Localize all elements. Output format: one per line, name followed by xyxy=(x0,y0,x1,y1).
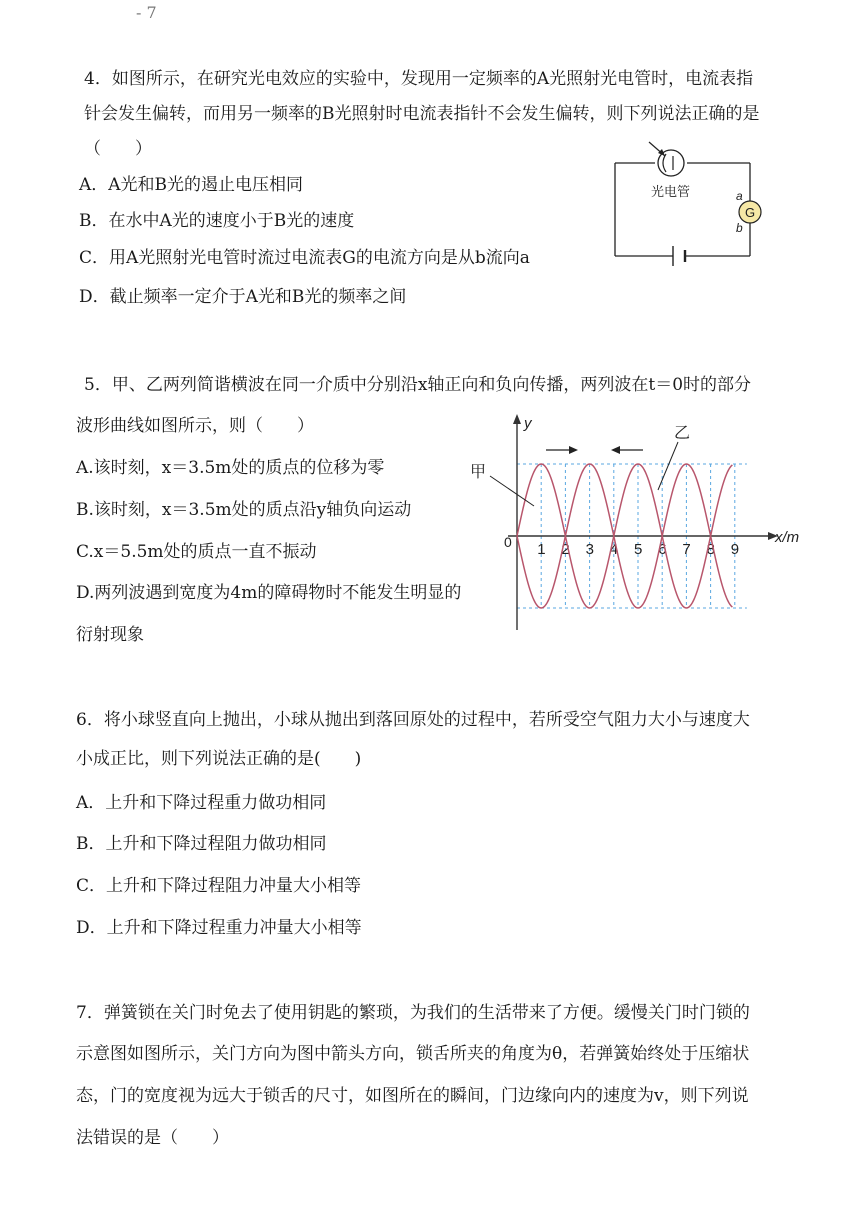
q4-stem-line-2: 针会发生偏转，而用另一频率的B光照射时电流表指针不会发生偏转，则下列说法正确的是 xyxy=(84,104,760,124)
q4-circuit-diagram xyxy=(605,138,775,278)
x-tick-label: 4 xyxy=(609,541,619,558)
x-tick-label: 2 xyxy=(561,541,570,558)
q5-option-d-line-1: D.两列波遇到宽度为4m的障碍物时不能发生明显的 xyxy=(76,583,462,603)
q7-stem-line-3: 态，门的宽度视为远大于锁舌的尺寸，如图所在的瞬间，门边缘向内的速度为v，则下列说 xyxy=(76,1086,749,1106)
terminal-b-label: b xyxy=(736,221,743,235)
q6-option-d: D．上升和下降过程重力冲量大小相等 xyxy=(76,918,362,938)
q7-stem-line-2: 示意图如图所示，关门方向为图中箭头方向，锁舌所夹的角度为θ，若弹簧始终处于压缩状 xyxy=(76,1044,750,1064)
terminal-a-label: a xyxy=(736,189,743,203)
q5-wave-graph xyxy=(468,410,813,635)
q4-answer-bracket: （ ） xyxy=(84,139,152,159)
q6-option-a: A．上升和下降过程重力做功相同 xyxy=(76,793,327,813)
x-tick-label: 9 xyxy=(730,541,740,558)
q4-option-c: C．用A光照射光电管时流过电流表G的电流方向是从b流向a xyxy=(79,248,530,268)
q4-option-b: B．在水中A光的速度小于B光的速度 xyxy=(79,211,355,231)
q4-option-d: D．截止频率一定介于A光和B光的频率之间 xyxy=(79,287,407,307)
x-tick-label: 7 xyxy=(682,541,691,558)
galvanometer-label: G xyxy=(745,205,756,220)
x-tick-label: 1 xyxy=(537,541,546,558)
q5-stem-line-1: 5．甲、乙两列简谐横波在同一介质中分别沿x轴正向和负向传播，两列波在t＝0时的部分 xyxy=(84,375,752,395)
q7-stem-line-4: 法错误的是（ ） xyxy=(76,1128,229,1148)
q7-stem-line-1: 7．弹簧锁在关门时免去了使用钥匙的繁琐，为我们的生活带来了方便。缓慢关门时门锁的 xyxy=(76,1003,750,1023)
q6-stem-line-2: 小成正比，则下列说法正确的是( ) xyxy=(76,749,362,769)
q5-stem-line-2: 波形曲线如图所示，则（ ） xyxy=(76,416,314,436)
q4-stem-line-1: 4．如图所示，在研究光电效应的实验中，发现用一定频率的A光照射光电管时，电流表指 xyxy=(84,69,754,89)
header-mark: - 7 xyxy=(136,3,157,22)
q6-option-c: C．上升和下降过程阻力冲量大小相等 xyxy=(76,876,362,896)
y-axis-label: y xyxy=(524,415,532,432)
q5-option-b: B.该时刻，x＝3.5m处的质点沿y轴负向运动 xyxy=(76,500,412,520)
wave-yi-label: 乙 xyxy=(674,425,691,442)
q5-option-d-line-2: 衍射现象 xyxy=(76,625,144,645)
q6-option-b: B．上升和下降过程阻力做功相同 xyxy=(76,834,327,854)
x-tick-label: 6 xyxy=(658,541,667,558)
wave-jia-label: 甲 xyxy=(470,464,487,481)
x-tick-label: 5 xyxy=(634,541,643,558)
q5-option-a: A.该时刻，x＝3.5m处的质点的位移为零 xyxy=(76,458,385,478)
x-tick-label: 8 xyxy=(706,541,715,558)
wave-jia-direction-arrow-icon xyxy=(546,446,578,454)
q6-stem-line-1: 6．将小球竖直向上抛出，小球从抛出到落回原处的过程中，若所受空气阻力大小与速度大 xyxy=(76,710,750,730)
x-axis-label: x/m xyxy=(775,529,800,546)
q4-option-a: A．A光和B光的遏止电压相同 xyxy=(79,175,304,195)
x-tick-label: 3 xyxy=(585,541,594,558)
origin-label: 0 xyxy=(504,534,512,550)
wave-yi-direction-arrow-icon xyxy=(611,446,643,454)
y-axis-arrow-icon xyxy=(513,414,521,424)
q5-option-c: C.x＝5.5m处的质点一直不振动 xyxy=(76,542,317,562)
phototube-label: 光电管 xyxy=(651,184,691,199)
